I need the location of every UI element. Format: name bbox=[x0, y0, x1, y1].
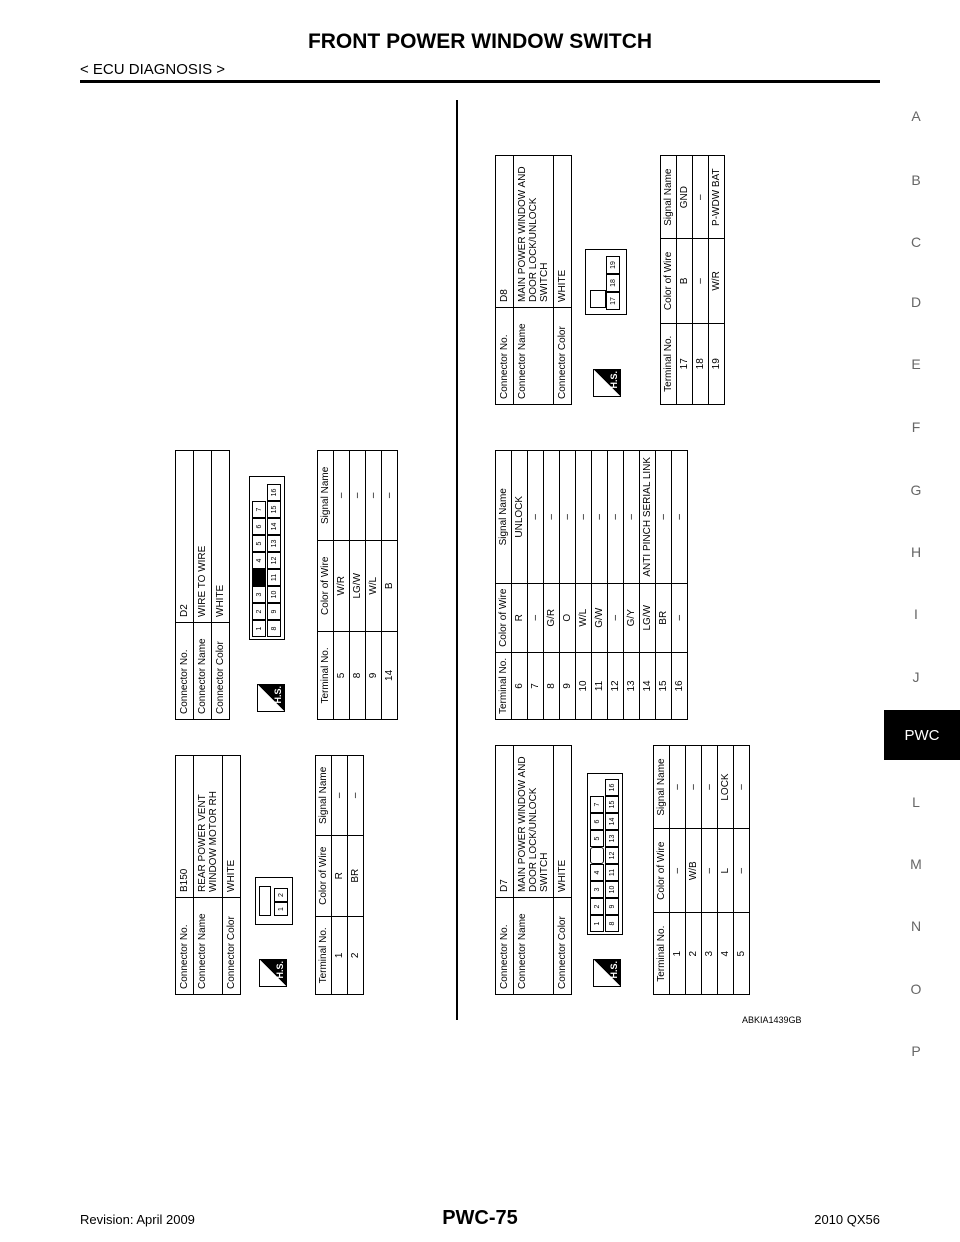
terminal-no: 11 bbox=[592, 652, 608, 719]
connector-color-label: Connector Color bbox=[554, 898, 572, 995]
wire-color: – bbox=[528, 583, 544, 652]
wire-color: R bbox=[332, 835, 348, 916]
signal-name: – bbox=[528, 451, 544, 584]
pin: 16 bbox=[605, 779, 619, 796]
signal-name-header: Signal Name bbox=[661, 156, 677, 239]
wire-color: – bbox=[672, 583, 688, 652]
signal-name: – bbox=[576, 451, 592, 584]
signal-name: – bbox=[686, 746, 702, 829]
signal-name: – bbox=[382, 451, 398, 541]
table-row bbox=[718, 746, 734, 995]
connector-no-label: Connector No. bbox=[176, 898, 194, 995]
signal-name: – bbox=[348, 756, 364, 836]
connector-color-value: WHITE bbox=[554, 746, 572, 898]
hs-label: H.S. bbox=[275, 961, 285, 979]
page-subtitle: < ECU DIAGNOSIS > bbox=[80, 61, 226, 78]
tab-h[interactable]: H bbox=[910, 544, 922, 560]
terminal-no: 18 bbox=[693, 323, 709, 404]
connector-info-table bbox=[495, 155, 572, 405]
table-row bbox=[624, 451, 640, 720]
connector-name-label: Connector Name bbox=[194, 623, 212, 720]
terminal-no: 6 bbox=[512, 652, 528, 719]
signal-name: ANTI PINCH SERIAL LINK bbox=[640, 451, 656, 584]
wire-color: BR bbox=[348, 835, 364, 916]
tab-j[interactable]: J bbox=[912, 669, 920, 685]
table-row bbox=[656, 451, 672, 720]
pin: 2 bbox=[590, 898, 604, 915]
connector-no-value: D7 bbox=[496, 746, 514, 898]
connector-info-table bbox=[175, 450, 230, 720]
table-row bbox=[677, 156, 693, 405]
signal-name-header: Signal Name bbox=[496, 451, 512, 584]
terminal-no: 17 bbox=[677, 323, 693, 404]
terminal-table bbox=[317, 450, 398, 720]
table-row bbox=[512, 451, 528, 720]
table-row bbox=[670, 746, 686, 995]
table-row bbox=[334, 451, 350, 720]
pin: 16 bbox=[267, 484, 281, 501]
hs-label: H.S. bbox=[273, 686, 283, 704]
pin: 2 bbox=[274, 888, 288, 902]
pin: 14 bbox=[605, 813, 619, 830]
pin-row bbox=[274, 888, 288, 916]
pin: 4 bbox=[252, 552, 266, 569]
pin: 12 bbox=[267, 552, 281, 569]
wire-color: B bbox=[677, 239, 693, 323]
terminal-table bbox=[495, 450, 688, 720]
pin: 5 bbox=[590, 830, 604, 847]
table-row bbox=[709, 156, 725, 405]
terminal-table bbox=[315, 755, 364, 995]
signal-name: GND bbox=[677, 156, 693, 239]
table-row bbox=[702, 746, 718, 995]
column-divider bbox=[456, 100, 458, 1020]
wire-color: – bbox=[734, 829, 750, 913]
hs-icon bbox=[593, 369, 621, 397]
tab-a[interactable]: A bbox=[911, 108, 921, 124]
terminal-no-header: Terminal No. bbox=[318, 631, 334, 719]
tab-pwc[interactable]: PWC bbox=[884, 710, 960, 760]
pin: 15 bbox=[605, 796, 619, 813]
table-row bbox=[608, 451, 624, 720]
pin: 1 bbox=[252, 620, 266, 637]
table-row bbox=[640, 451, 656, 720]
hs-label: H.S. bbox=[609, 961, 619, 979]
hs-icon bbox=[593, 959, 621, 987]
terminal-no-header: Terminal No. bbox=[661, 323, 677, 404]
terminal-no: 9 bbox=[560, 652, 576, 719]
connector-no-label: Connector No. bbox=[496, 308, 514, 405]
pin: 6 bbox=[590, 813, 604, 830]
signal-name-header: Signal Name bbox=[654, 746, 670, 829]
connector-name-label: Connector Name bbox=[514, 898, 554, 995]
connector-face bbox=[585, 249, 627, 315]
signal-name: – bbox=[624, 451, 640, 584]
signal-name: – bbox=[670, 746, 686, 829]
pin: 7 bbox=[252, 501, 266, 518]
table-row bbox=[672, 451, 688, 720]
blocked-pin bbox=[252, 569, 266, 586]
latch bbox=[590, 847, 604, 864]
terminal-no: 2 bbox=[350, 952, 361, 959]
terminal-no: 9 bbox=[366, 631, 382, 719]
header-rule bbox=[80, 80, 880, 83]
terminal-table bbox=[660, 155, 725, 405]
pin: 13 bbox=[605, 830, 619, 847]
signal-name: – bbox=[608, 451, 624, 584]
tab-f[interactable]: F bbox=[911, 419, 921, 435]
connector-color-value: WHITE bbox=[212, 451, 230, 623]
tab-n[interactable]: N bbox=[910, 918, 922, 934]
connector-color-value: WHITE bbox=[223, 756, 241, 898]
signal-name: – bbox=[366, 451, 382, 541]
hs-icon bbox=[259, 959, 287, 987]
connector-name-value: REAR POWER VENT WINDOW MOTOR RH bbox=[194, 756, 223, 898]
connector-color-value: WHITE bbox=[554, 156, 572, 308]
terminal-no: 2 bbox=[686, 913, 702, 995]
pin: 12 bbox=[605, 847, 619, 864]
table-row bbox=[382, 451, 398, 720]
pin: 1 bbox=[590, 915, 604, 932]
pin: 11 bbox=[267, 569, 281, 586]
terminal-no: 12 bbox=[608, 652, 624, 719]
connector-name-value: WIRE TO WIRE bbox=[194, 451, 212, 623]
terminal-no: 16 bbox=[674, 680, 685, 692]
signal-name: – bbox=[592, 451, 608, 584]
figure-id: ABKIA1439GB bbox=[742, 1015, 802, 1025]
pin: 15 bbox=[267, 501, 281, 518]
pin-row-bottom bbox=[267, 477, 281, 637]
pin: 17 bbox=[606, 292, 620, 310]
tab-e[interactable]: E bbox=[911, 356, 921, 372]
tab-g[interactable]: G bbox=[910, 482, 922, 498]
terminal-no: 7 bbox=[528, 652, 544, 719]
wire-color-header: Color of Wire bbox=[318, 540, 334, 631]
connector-no-value: D2 bbox=[176, 451, 194, 623]
terminal-no: 8 bbox=[350, 631, 366, 719]
page-title: FRONT POWER WINDOW SWITCH bbox=[307, 30, 653, 53]
table-row bbox=[560, 451, 576, 720]
terminal-no-header: Terminal No. bbox=[496, 652, 512, 719]
terminal-no-header: Terminal No. bbox=[654, 913, 670, 995]
terminal-no: 15 bbox=[656, 652, 672, 719]
wire-color: BR bbox=[656, 583, 672, 652]
pin: 8 bbox=[605, 915, 619, 932]
connector-face bbox=[587, 773, 623, 935]
tab-l[interactable]: L bbox=[912, 794, 920, 810]
table-row bbox=[332, 756, 348, 995]
pin-row bbox=[606, 256, 620, 310]
hs-label: H.S. bbox=[609, 371, 619, 389]
table-row bbox=[528, 451, 544, 720]
wire-color: G/W bbox=[592, 583, 608, 652]
signal-name: – bbox=[672, 451, 688, 584]
table-row bbox=[686, 746, 702, 995]
pin: 19 bbox=[606, 256, 620, 274]
wire-color-header: Color of Wire bbox=[496, 583, 512, 652]
terminal-no: 19 bbox=[711, 358, 722, 370]
signal-name: – bbox=[334, 451, 350, 541]
terminal-no: 5 bbox=[334, 631, 350, 719]
footer-revision: Revision: April 2009 bbox=[80, 1212, 195, 1227]
wire-color: – bbox=[702, 829, 718, 913]
connector-no-value: D8 bbox=[496, 156, 514, 308]
wire-color: G/Y bbox=[624, 583, 640, 652]
connector-d2 bbox=[175, 450, 425, 720]
wire-color: – bbox=[608, 583, 624, 652]
connector-color-label: Connector Color bbox=[212, 623, 230, 720]
terminal-no: 10 bbox=[576, 652, 592, 719]
connector-d7 bbox=[495, 745, 765, 995]
wire-color: – bbox=[693, 239, 709, 323]
terminal-no: 14 bbox=[640, 652, 656, 719]
terminal-no: 1 bbox=[332, 916, 348, 994]
terminal-no: 1 bbox=[670, 913, 686, 995]
pin: 14 bbox=[267, 518, 281, 535]
table-row bbox=[366, 451, 382, 720]
table-row bbox=[544, 451, 560, 720]
connector-d8 bbox=[495, 155, 755, 405]
pin: 13 bbox=[267, 535, 281, 552]
table-row bbox=[348, 756, 364, 995]
wire-color: R bbox=[512, 583, 528, 652]
wire-color-header: Color of Wire bbox=[316, 835, 332, 916]
footer-model: 2010 QX56 bbox=[814, 1212, 880, 1227]
pin: 7 bbox=[590, 796, 604, 813]
pin-row-top bbox=[590, 772, 604, 932]
pin: 10 bbox=[605, 881, 619, 898]
signal-name: – bbox=[702, 746, 718, 829]
terminal-no: 14 bbox=[384, 669, 395, 681]
wire-color: W/L bbox=[366, 540, 382, 631]
signal-name: – bbox=[734, 746, 750, 829]
signal-name: – bbox=[560, 451, 576, 584]
wire-color: B bbox=[382, 540, 398, 631]
signal-name: – bbox=[656, 451, 672, 584]
wire-color: LG/W bbox=[350, 540, 366, 631]
connector-no-value: B150 bbox=[176, 756, 194, 898]
tab-o[interactable]: O bbox=[910, 981, 922, 997]
signal-name-header: Signal Name bbox=[316, 756, 332, 836]
connector-face bbox=[255, 877, 293, 925]
pin: 2 bbox=[252, 603, 266, 620]
wire-color-header: Color of Wire bbox=[654, 829, 670, 913]
connector-no-label: Connector No. bbox=[496, 898, 514, 995]
wire-color: O bbox=[560, 583, 576, 652]
latch bbox=[590, 290, 606, 308]
pin-row-bottom bbox=[605, 772, 619, 932]
wire-color: G/R bbox=[544, 583, 560, 652]
pin: 9 bbox=[605, 898, 619, 915]
tab-m[interactable]: M bbox=[910, 856, 922, 872]
signal-name: – bbox=[693, 156, 709, 239]
latch bbox=[259, 886, 271, 916]
connector-name-label: Connector Name bbox=[194, 898, 223, 995]
connector-d7-continued bbox=[495, 450, 735, 720]
pin: 1 bbox=[274, 902, 288, 916]
page-number: PWC-75 bbox=[442, 1207, 518, 1229]
tab-b[interactable]: B bbox=[911, 172, 921, 188]
connector-face bbox=[249, 476, 285, 640]
wire-color: W/L bbox=[576, 583, 592, 652]
connector-no-label: Connector No. bbox=[176, 623, 194, 720]
pin: 9 bbox=[267, 603, 281, 620]
wire-color: W/B bbox=[686, 829, 702, 913]
signal-name: UNLOCK bbox=[512, 451, 528, 584]
tab-c[interactable]: C bbox=[910, 234, 922, 250]
signal-name: LOCK bbox=[718, 746, 734, 829]
terminal-no: 3 bbox=[702, 913, 718, 995]
wire-color: W/R bbox=[709, 239, 725, 323]
terminal-no: 8 bbox=[544, 652, 560, 719]
connector-name-value: MAIN POWER WINDOW AND DOOR LOCK/UNLOCK SWITCH bbox=[514, 156, 554, 308]
tab-i[interactable]: I bbox=[914, 606, 918, 622]
wire-color-header: Color of Wire bbox=[661, 239, 677, 323]
pin: 5 bbox=[252, 535, 266, 552]
wire-color: L bbox=[718, 829, 734, 913]
connector-color-label: Connector Color bbox=[554, 308, 572, 405]
terminal-no-header: Terminal No. bbox=[316, 916, 332, 994]
wire-color: W/R bbox=[334, 540, 350, 631]
table-row bbox=[734, 746, 750, 995]
table-row bbox=[350, 451, 366, 720]
tab-p[interactable]: P bbox=[911, 1043, 921, 1059]
wire-color: – bbox=[670, 829, 686, 913]
pin: 11 bbox=[605, 864, 619, 881]
pin: 6 bbox=[252, 518, 266, 535]
signal-name: – bbox=[350, 451, 366, 541]
table-row bbox=[693, 156, 709, 405]
signal-name-header: Signal Name bbox=[318, 451, 334, 541]
pin: 10 bbox=[267, 586, 281, 603]
signal-name: – bbox=[332, 756, 348, 836]
terminal-table bbox=[653, 745, 750, 995]
table-row bbox=[592, 451, 608, 720]
connector-b150 bbox=[175, 755, 395, 995]
connector-info-table bbox=[175, 755, 241, 995]
signal-name: – bbox=[544, 451, 560, 584]
connector-name-label: Connector Name bbox=[514, 308, 554, 405]
pin: 4 bbox=[590, 864, 604, 881]
signal-name: P-WDW BAT bbox=[709, 156, 725, 239]
pin: 3 bbox=[252, 586, 266, 603]
connector-color-label: Connector Color bbox=[223, 898, 241, 995]
pin: 18 bbox=[606, 274, 620, 292]
wire-color: LG/W bbox=[640, 583, 656, 652]
terminal-no: 4 bbox=[718, 913, 734, 995]
pin: 8 bbox=[267, 620, 281, 637]
connector-info-table bbox=[495, 745, 572, 995]
pin-row-top bbox=[252, 477, 266, 637]
table-row bbox=[576, 451, 592, 720]
connector-name-value: MAIN POWER WINDOW AND DOOR LOCK/UNLOCK SWITCH bbox=[514, 746, 554, 898]
hs-icon bbox=[257, 684, 285, 712]
tab-d[interactable]: D bbox=[910, 294, 922, 310]
terminal-no: 13 bbox=[624, 652, 640, 719]
pin: 3 bbox=[590, 881, 604, 898]
section-tabs bbox=[884, 0, 960, 1242]
terminal-no: 5 bbox=[736, 950, 747, 957]
